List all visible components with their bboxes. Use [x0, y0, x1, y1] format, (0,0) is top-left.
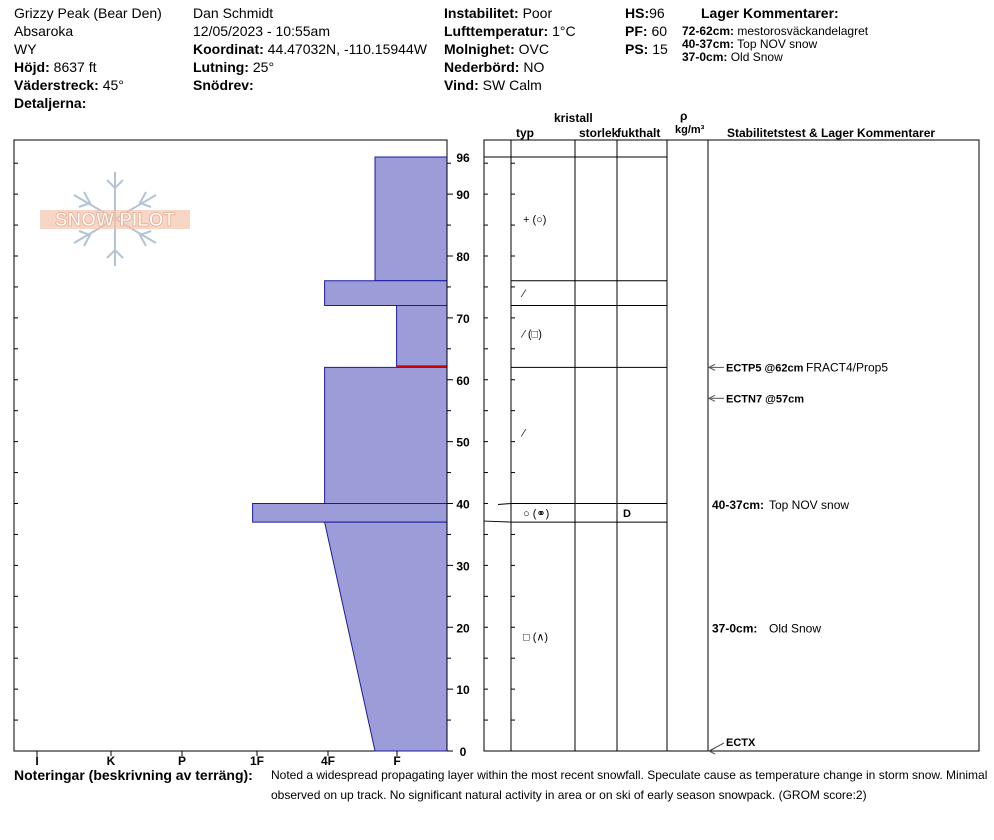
pf-label: PF: — [625, 23, 648, 39]
mountain-range: Absaroka — [14, 23, 74, 39]
wind-value: SW Calm — [482, 77, 542, 93]
elevation-label: Höjd: — [14, 59, 50, 75]
stability-test-label: ECTP5 @62cm — [726, 362, 804, 375]
grain-type-header: typ — [516, 126, 534, 140]
slope-value: 25° — [252, 59, 275, 75]
precipitation-value: NO — [523, 59, 545, 75]
depth-tick-label: 96 — [456, 151, 470, 165]
density-rho: ρ — [680, 109, 688, 123]
stability-label: Instabilitet: — [444, 5, 519, 21]
grain-type-symbol: ⁄ — [523, 288, 525, 301]
hardness-tick-label: I — [35, 754, 39, 768]
profile-table-frame — [484, 140, 979, 751]
sky-cover-label: Molnighet: — [444, 41, 515, 57]
grain-type-symbol: ⁄ — [523, 427, 525, 440]
stability-value: Poor — [522, 5, 553, 21]
notes-label: Noteringar (beskrivning av terräng): — [14, 767, 253, 783]
hardness-tick-label: 4F — [320, 754, 336, 768]
layer-comment-text: Old Snow — [769, 621, 822, 636]
state: WY — [14, 41, 37, 57]
layer-comment-marker — [712, 498, 849, 512]
hardness-tick-label: P — [177, 754, 187, 768]
hs-label: HS: — [625, 5, 650, 21]
hardness-layers — [253, 157, 447, 751]
depth-tick-label: 10 — [456, 683, 470, 698]
layer-comment-3-text: Old Snow — [730, 50, 783, 64]
grain-type-symbol: ⁄ (□) — [523, 328, 542, 341]
hardness-layer-bar — [253, 504, 447, 523]
grain-type-symbol: + (○) — [523, 213, 547, 226]
depth-tick-label: 80 — [456, 250, 470, 264]
depth-tick-label: 60 — [456, 373, 470, 388]
hardness-axis — [35, 751, 400, 768]
depth-tick-label: 20 — [456, 621, 470, 636]
depth-tick-label: 40 — [456, 497, 470, 512]
logo-text: SNOW PILOT — [54, 210, 176, 231]
moisture-value: D — [623, 507, 631, 520]
notes-line-1: Noted a widespread propagating layer within the most recent snowfall. Speculate cause as temperature change in storm snow. Minimal — [271, 768, 988, 782]
elevation-value: 8637 ft — [53, 59, 97, 75]
crystal-header: kristall — [554, 111, 593, 125]
wind-label: Vind: — [444, 77, 479, 93]
layer-comment-2-text: Top NOV snow — [737, 37, 818, 51]
stability-tests-header: Stabilitetstest & Lager Kommentarer — [727, 126, 936, 140]
aspect-label: Väderstreck: — [14, 77, 99, 93]
moisture-header: fukthalt — [617, 126, 661, 140]
stability-tests — [709, 360, 888, 754]
layer-connector — [498, 504, 511, 505]
hs-value: 96 — [649, 5, 665, 21]
ps-label: PS: — [625, 41, 649, 57]
hardness-layer-bar — [325, 522, 447, 751]
density-unit: kg/m³ — [675, 124, 705, 136]
air-temperature-label: Lufttemperatur: — [444, 23, 549, 39]
snowpilot-logo — [40, 172, 190, 266]
details-label: Detaljerna: — [14, 95, 87, 111]
depth-tick-label: 30 — [456, 559, 470, 574]
hardness-layer-bar — [325, 281, 447, 306]
aspect-value: 45° — [102, 77, 124, 93]
drift-label: Snödrev: — [193, 77, 254, 93]
ps-value: 15 — [652, 41, 668, 57]
slope-label: Lutning: — [193, 59, 249, 75]
depth-tick-label: 50 — [456, 435, 470, 450]
air-temperature-value: 1°C — [552, 23, 576, 39]
layer-comment-range: 40-37cm: — [712, 497, 765, 512]
coordinates-value: 44.47032N, -110.15944W — [267, 41, 427, 57]
notes-line-2: observed on up track. No significant natural activity in area or on ski of early season snowpack. (GROM score:2) — [271, 788, 867, 802]
hardness-tick-label: K — [106, 754, 116, 768]
precipitation-label: Nederbörd: — [444, 59, 520, 75]
stability-test-marker — [709, 393, 804, 405]
layer-comment-1-text: mestorosväckandelagret — [737, 24, 869, 38]
location-name: Grizzy Peak (Bear Den) — [14, 5, 162, 21]
layer-comment-3-range: 37-0cm: — [682, 50, 728, 64]
hardness-layer-bar — [397, 306, 447, 368]
layer-comment-text: Top NOV snow — [769, 497, 850, 512]
sky-cover-value: OVC — [518, 41, 549, 57]
hardness-tick-label: 1F — [249, 754, 265, 768]
layer-comments-title: Lager Kommentarer: — [701, 5, 839, 21]
grain-type-symbol: ○ (⚭) — [523, 507, 550, 520]
observer: Dan Schmidt — [193, 5, 274, 21]
layer-comment-range: 37-0cm: — [712, 621, 758, 636]
datetime: 12/05/2023 - 10:55am — [193, 23, 330, 39]
layer-comment-1-range: 72-62cm: — [682, 24, 735, 38]
hardness-tick-label: F — [393, 754, 401, 768]
stability-test-note: FRACT4/Prop5 — [806, 360, 889, 375]
grain-type-symbol: □ (∧) — [523, 631, 549, 644]
coordinates-label: Koordinat: — [193, 41, 264, 57]
layer-comment-2-range: 40-37cm: — [682, 37, 735, 51]
layer-connector — [484, 521, 511, 522]
layer-comment-marker — [712, 622, 821, 636]
grain-size-header: storlek — [579, 126, 619, 140]
depth-tick-label: 0 — [459, 745, 467, 759]
hardness-layer-bar — [375, 157, 447, 281]
pf-value: 60 — [651, 23, 668, 39]
stability-test-label: ECTX — [726, 737, 756, 749]
stability-test-marker — [709, 360, 888, 374]
hardness-layer-bar — [325, 367, 447, 503]
depth-tick-label: 90 — [456, 188, 470, 203]
stability-test-label: ECTN7 @57cm — [726, 393, 804, 406]
depth-tick-label: 70 — [456, 311, 470, 326]
